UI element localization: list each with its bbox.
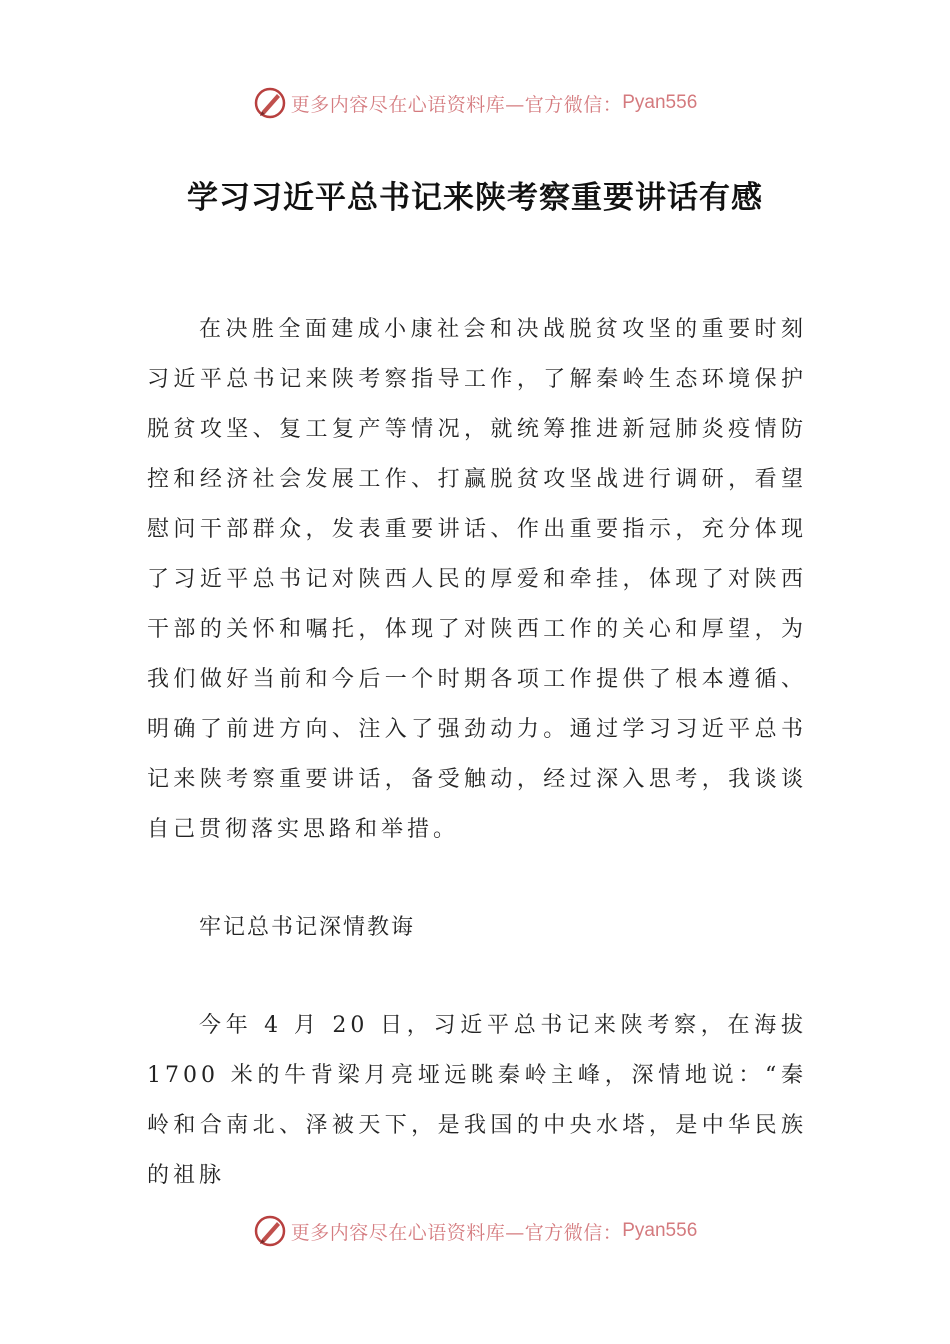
footer-watermark-banner (0, 1211, 950, 1251)
section-heading: 牢记总书记深情教诲 (199, 915, 416, 940)
banner-wechat-id: Pyan556 (622, 1220, 698, 1241)
body-paragraph-section: 今年 4 月 20 日，习近平总书记来陕考察，在海拔 1700 米的牛背梁月亮垭远眺秦岭主峰，深情地说：“秦岭和合南北、泽被天下，是我国的中央水塔，是中华民族的祖脉 (147, 1013, 807, 1188)
document-title: 学习习近平总书记来陕考察重要讲话有感 (187, 180, 763, 216)
body-paragraph-intro: 在决胜全面建成小康社会和决战脱贫攻坚的重要时刻习近平总书记来陕考察指导工作，了解秦岭生态环境保护脱贫攻坚、复工复产等情况，就统筹推进新冠肺炎疫情防控和经济社会发展工作、打赢脱贫攻坚战进行调研，看望慰问干部群众，发表重要讲话、作出重要指示，充分体现了习近平总书记对陕西人民的厚爱和牵挂，体现了对陕西干部的关怀和嘱托，体现了对陕西工作的关心和厚望，为我们做好当前和今后一个时期各项工作提供了根本遵循、明确了前进方向、注入了强劲动力。通过学习习近平总书记来陕考察重要讲话，备受触动，经过深入思考，我谈谈自己贯彻落实思路和举措。 (147, 317, 807, 842)
pen-logo-icon (253, 1214, 287, 1248)
banner-text: 更多内容尽在心语资料库—官方微信： (290, 93, 623, 116)
banner-text: 更多内容尽在心语资料库—官方微信： (290, 1221, 623, 1244)
header-watermark-banner (0, 83, 950, 123)
pen-logo-icon (253, 86, 287, 120)
banner-wechat-id: Pyan556 (622, 92, 698, 113)
